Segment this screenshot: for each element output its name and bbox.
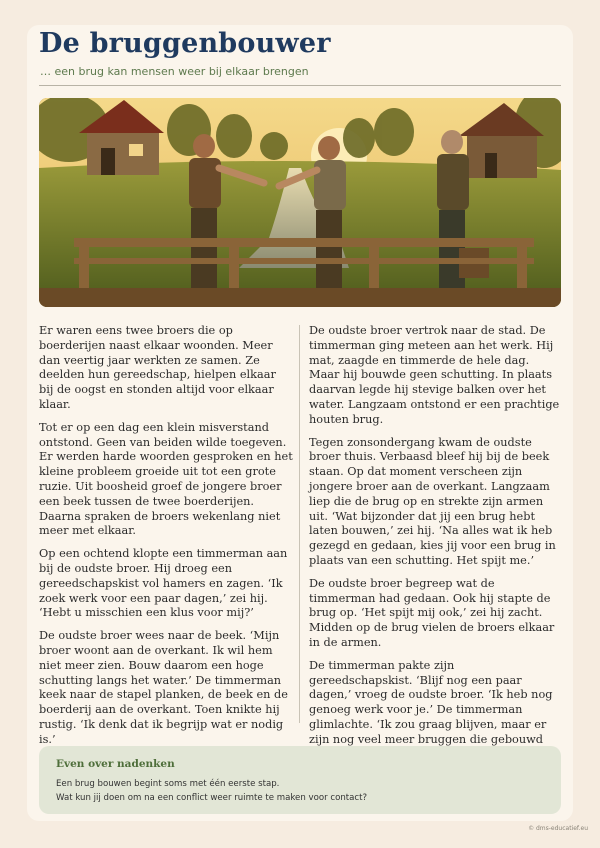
story-paragraph: De timmerman pakte zijn gereedschapskist. ‘Blijf nog een paar dagen,’ vroeg de oudste broer. ‘Ik heb nog genoeg werk voor je.’ De timmerman glimlachte. ‘Ik zou graag blijven, maar er zijn nog veel meer bruggen die gebouwd (309, 658, 553, 746)
story-illustration (39, 98, 561, 307)
reflection-line: Een brug bouwen begint soms met één eerste stap. (56, 779, 280, 789)
illustration-bridge-brothers-carpenter (39, 98, 561, 307)
column-divider (299, 325, 300, 723)
story-paragraph: De oudste broer vertrok naar de stad. De timmerman ging meteen aan het werk. Hij mat, zaagde en timmerde de hele dag. Maar hij bouwde geen schutting. In plaats daarvan legde hij stevige balken over het water. Langzaam ontstond er een prachtige houten brug. (309, 324, 560, 426)
story-paragraph: Tot er op een dag een klein misverstand ontstond. Geen van beiden wilde toegeven. Er werden harde woorden gesproken en het kleine probleem groeide uit tot een grote ruzie. Uit boosheid groef de jongere broer een beek tussen de twee boerderijen. Daarna spraken de broers wekenlang niet meer met elkaar. (39, 420, 293, 538)
footer-copyright: © dms-educatief.eu (528, 825, 588, 832)
page-subtitle: … een brug kan mensen weer bij elkaar brengen (40, 65, 309, 78)
story-paragraph: De oudste broer begreep wat de timmerman had gedaan. Ook hij stapte de brug op. ‘Het spijt mij ook,’ zei hij zacht. Midden op de brug vielen de broers elkaar in de armen. (309, 576, 555, 649)
story-paragraph: Op een ochtend klopte een timmerman aan bij de oudste broer. Hij droeg een gereedschapskist vol hamers en zagen. ‘Ik zoek werk voor een paar dagen,’ zei hij. ‘Hebt u misschien een klus voor mij?’ (39, 547, 288, 620)
reflection-title: Even over nadenken (56, 758, 175, 770)
story-paragraph: De oudste broer wees naar de beek. ‘Mijn broer woont aan de overkant. Ik wil hem niet meer zien. Bouw daarom een hoge schutting langs het water.’ De timmerman keek naar de stapel planken, de beek en de boerderij aan de overkant. Toen knikte hij rustig. ‘Ik denk dat ik begrijp wat er nodig is.’ (39, 629, 288, 746)
page-title: De bruggenbouwer (39, 28, 331, 59)
story-column-left (39, 324, 293, 756)
story-paragraph: Tegen zonsondergang kwam de oudste broer thuis. Verbaasd bleef hij bij de beek staan. Op dat moment verscheen zijn jongere broer aan de overkant. Langzaam liep die de brug op en strekte zijn armen uit. ‘Wat bijzonder dat jij een brug hebt laten bouwen,’ zei hij. ‘Na alles wat ik heb gezegd en gedaan, kies jij voor een brug in plaats van een schutting. Het spijt me.’ (309, 435, 556, 567)
story-paragraph: Er waren eens twee broers die op boerderijen naast elkaar woonden. Meer dan veertig jaar werkten ze samen. Ze deelden hun gereedschap, hielpen elkaar bij de oogst en stonden altijd voor elkaar klaar. (39, 324, 276, 411)
reflection-question: Wat kun jij doen om na een conflict weer ruimte te maken voor contact? (56, 793, 368, 803)
header-divider (39, 85, 561, 86)
reflection-box (39, 746, 561, 814)
story-column-right (309, 324, 561, 815)
